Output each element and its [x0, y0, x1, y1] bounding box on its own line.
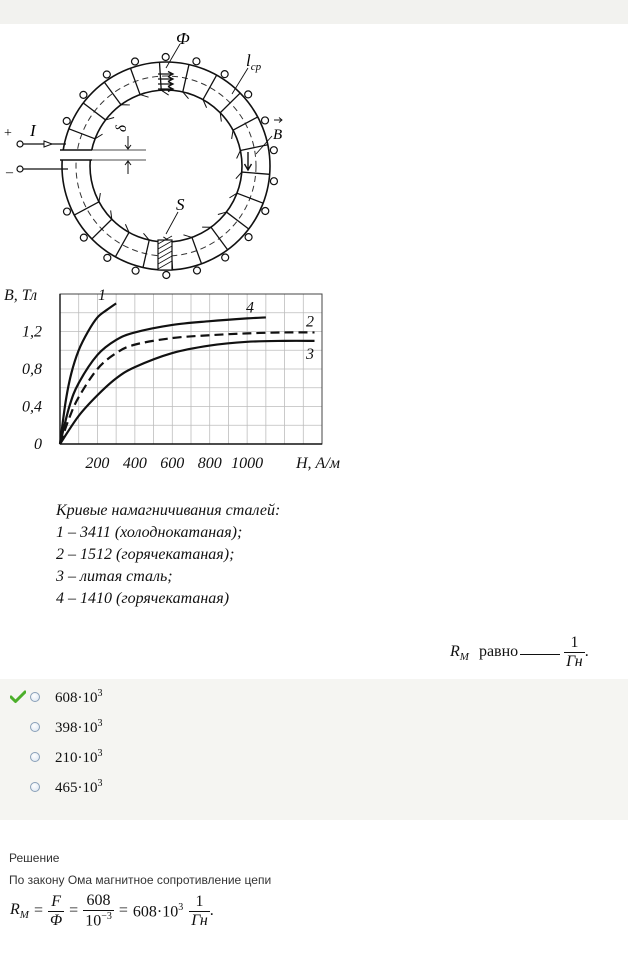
question-symbol: $R_M$ — [450, 643, 469, 664]
series-label-4: 4 — [246, 299, 254, 317]
winding-turn — [222, 254, 229, 261]
chart-caption — [56, 500, 280, 610]
answer-option[interactable] — [30, 777, 103, 797]
question-word: равно — [478, 643, 519, 661]
gap-label: δ — [114, 125, 130, 132]
check-icon — [10, 690, 26, 704]
series-line-3 — [60, 341, 315, 444]
check-mark — [11, 692, 25, 702]
question-text: $R_M$ равно $\frac{1}{Гн}$ . — [450, 634, 589, 670]
option-label: $398\cdot 10^3$ — [55, 717, 103, 736]
vector-arrow-icon — [274, 118, 282, 123]
winding-divider — [159, 62, 161, 90]
minus-sign: – — [6, 165, 13, 180]
solution-text: По закону Ома магнитное сопротивление цепи — [9, 873, 272, 887]
solution-title: Решение — [9, 851, 60, 865]
option-label: $465\cdot 10^3$ — [55, 777, 103, 796]
x-tick-label: 800 — [197, 455, 222, 472]
induction-arrow — [245, 152, 252, 170]
winding-divider — [233, 117, 258, 130]
winding-divider — [226, 212, 248, 229]
winding-turn — [80, 91, 87, 98]
winding-turn — [104, 254, 111, 261]
winding-turn — [270, 147, 277, 154]
winding-turn — [262, 117, 269, 124]
winding-divider — [237, 193, 263, 203]
radio-button[interactable] — [30, 692, 40, 702]
winding-inner-tick — [237, 150, 241, 158]
caption-item: 4 – 1410 (горячекатаная) — [56, 590, 230, 607]
winding-turn — [194, 267, 201, 274]
caption-item: 2 – 1512 (горячекатаная); — [56, 546, 235, 563]
formula-f-over-phi: $\frac{F}{\Phi}$ — [49, 892, 63, 929]
winding-turn — [80, 234, 87, 241]
caption-title: Кривые намагничивания сталей: — [56, 502, 281, 519]
winding-divider — [69, 129, 95, 139]
option-label: $210\cdot 10^3$ — [55, 747, 103, 766]
top-strip — [0, 0, 628, 24]
winding-inner-tick — [99, 193, 100, 202]
flux-label: Ф — [176, 29, 190, 48]
terminal-minus — [17, 166, 23, 172]
series-label-3: 3 — [306, 345, 314, 363]
induction-label: B — [273, 127, 283, 143]
plus-sign: + — [4, 126, 12, 141]
x-tick-label: 600 — [160, 455, 185, 472]
winding-turn — [270, 178, 277, 185]
option-label: $608\cdot 10^3$ — [55, 687, 103, 706]
winding-inner-tick — [161, 90, 168, 95]
y-axis-label: B, Тл — [4, 287, 38, 304]
answer-option[interactable] — [30, 717, 103, 737]
winding-divider — [192, 237, 202, 263]
winding-divider — [211, 227, 228, 250]
winding-inner-tick — [140, 95, 148, 98]
winding-divider — [130, 68, 140, 94]
x-tick-label: 400 — [122, 455, 147, 472]
figure-panel — [0, 24, 628, 679]
answer-option[interactable] — [30, 687, 103, 707]
solution-section — [0, 820, 628, 960]
caption-item: 1 – 3411 (холоднокатаная); — [56, 524, 243, 541]
winding-divider — [74, 202, 99, 215]
current-label: I — [30, 121, 36, 140]
winding-turn — [162, 54, 169, 61]
mean-length-label: $l_{ср}$ — [246, 51, 262, 73]
winding-turn — [132, 267, 139, 274]
terminal-plus — [17, 141, 23, 147]
winding-turn — [103, 71, 110, 78]
area-label: S — [176, 195, 185, 214]
winding-turn — [262, 208, 269, 215]
radio-button[interactable] — [30, 722, 40, 732]
series-label-2: 2 — [306, 313, 314, 331]
air-gap — [58, 150, 96, 160]
winding-divider — [203, 75, 217, 99]
torus-diagram — [0, 24, 628, 294]
y-tick-label: 0 — [34, 436, 42, 453]
answer-blank — [520, 654, 560, 655]
formula-result: $608\cdot 10^3$ — [132, 901, 184, 920]
torus-core — [17, 44, 282, 278]
y-tick-label: 0,8 — [22, 361, 42, 378]
chart-series — [60, 303, 315, 444]
answer-options — [0, 679, 628, 820]
unit-fraction: $\frac{1}{Гн}$ — [566, 634, 583, 670]
radio-button[interactable] — [30, 752, 40, 762]
winding-turn — [131, 58, 138, 65]
winding-turn — [221, 71, 228, 78]
y-tick-label: 1,2 — [22, 323, 42, 341]
caption-item: 3 – литая сталь; — [56, 568, 173, 585]
gap-arrow-down — [125, 136, 131, 149]
winding-turn — [245, 234, 252, 241]
radio-button[interactable] — [30, 782, 40, 792]
x-tick-label: 1000 — [231, 455, 264, 472]
magnetization-chart — [0, 282, 360, 482]
x-axis-label: H, А/м — [296, 455, 340, 472]
answer-option[interactable] — [30, 747, 103, 767]
formula-lhs: $R_M$ — [10, 901, 29, 922]
y-tick-label: 0,4 — [22, 398, 42, 416]
formula-unit: $\frac{1}{Гн}$ — [191, 892, 208, 929]
x-tick-label: 200 — [85, 455, 110, 472]
winding-divider — [143, 240, 149, 267]
solution-formula: $R_M$ = $\frac{F}{\Phi}$ = $\frac{608}{10^{-3}}$ = $608\cdot 10^3$ $\frac{1}{Гн}$ . — [10, 892, 214, 930]
winding-divider — [104, 82, 121, 105]
gap-arrow-up — [125, 161, 131, 174]
winding-divider — [242, 172, 270, 174]
winding-divider — [83, 103, 105, 120]
torus-inner-edge — [90, 90, 242, 242]
winding-turn — [163, 271, 170, 278]
mean-length-leader — [232, 68, 248, 94]
winding-divider — [115, 232, 129, 256]
winding-turn — [63, 208, 70, 215]
series-label-1: 1 — [98, 287, 106, 304]
current-arrow — [44, 141, 52, 147]
area-leader — [166, 212, 178, 234]
mean-line — [76, 76, 256, 256]
winding-inner-tick — [183, 235, 191, 238]
winding-turn — [245, 91, 252, 98]
winding-inner-tick — [232, 130, 233, 139]
winding-turn — [63, 117, 70, 124]
winding-turn — [193, 58, 200, 65]
formula-numeric: $\frac{608}{10^{-3}}$ — [85, 892, 112, 930]
